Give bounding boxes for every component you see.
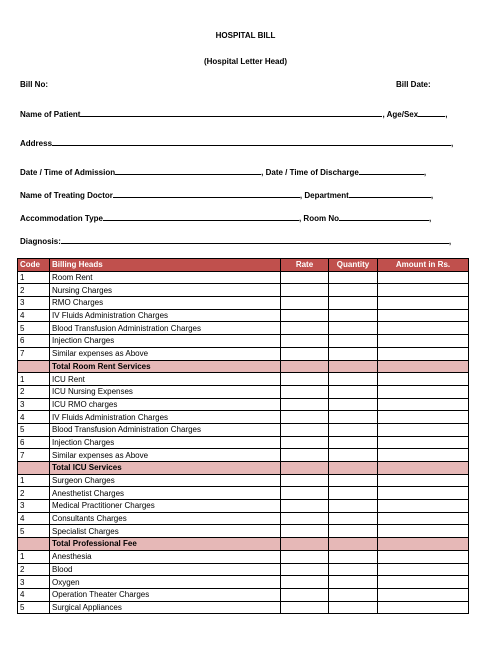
- row-amount-cell[interactable]: [378, 411, 469, 424]
- row-code: 1: [18, 271, 50, 284]
- room-no-line: [339, 213, 429, 221]
- row-rate-cell[interactable]: [281, 373, 329, 386]
- row-code: 1: [18, 373, 50, 386]
- table-row: [18, 322, 469, 335]
- row-amount-cell[interactable]: [378, 322, 469, 335]
- table-row: [18, 436, 469, 449]
- row-billing-head: Anesthesia: [50, 550, 281, 563]
- bill-no-label: Bill No:: [20, 80, 48, 89]
- row-code: 4: [18, 588, 50, 601]
- table-row: [18, 500, 469, 513]
- billing-table: [17, 258, 469, 614]
- accommodation-field[interactable]: Accommodation Type , Room No ,: [20, 214, 432, 223]
- row-rate-cell[interactable]: [281, 271, 329, 284]
- discharge-label: , Date / Time of Discharge: [261, 168, 359, 177]
- doctor-label: Name of Treating Doctor: [20, 191, 113, 200]
- table-total-row: [18, 538, 469, 551]
- row-rate-cell[interactable]: [281, 563, 329, 576]
- row-rate-cell[interactable]: [281, 309, 329, 322]
- row-quantity-cell[interactable]: [329, 373, 378, 386]
- row-billing-head: Consultants Charges: [50, 512, 281, 525]
- row-billing-head: IV Fluids Administration Charges: [50, 309, 281, 322]
- row-amount-cell[interactable]: [378, 423, 469, 436]
- row-code: 5: [18, 525, 50, 538]
- table-row: [18, 601, 469, 614]
- row-rate-cell[interactable]: [281, 297, 329, 310]
- row-rate-cell[interactable]: [281, 398, 329, 411]
- table-total-row: [18, 360, 469, 373]
- row-billing-head: Total ICU Services: [50, 462, 281, 475]
- table-row: [18, 550, 469, 563]
- table-row: [18, 563, 469, 576]
- table-row: [18, 335, 469, 348]
- row-amount-cell[interactable]: [378, 576, 469, 589]
- address-line: [52, 138, 451, 146]
- col-code-header: Code: [18, 259, 50, 272]
- accommodation-line: [103, 213, 299, 221]
- row-amount-cell[interactable]: [378, 588, 469, 601]
- patient-name-field[interactable]: Name of Patient , Age/Sex ,: [20, 110, 448, 119]
- department-line: [349, 190, 431, 198]
- row-amount-cell[interactable]: [378, 436, 469, 449]
- row-quantity-cell[interactable]: [329, 322, 378, 335]
- row-code: 5: [18, 423, 50, 436]
- row-billing-head: Anesthetist Charges: [50, 487, 281, 500]
- table-row: [18, 411, 469, 424]
- row-billing-head: ICU Rent: [50, 373, 281, 386]
- row-code: 3: [18, 297, 50, 310]
- row-code: 7: [18, 347, 50, 360]
- row-code: 3: [18, 576, 50, 589]
- row-quantity-cell[interactable]: [329, 500, 378, 513]
- row-rate-cell[interactable]: [281, 588, 329, 601]
- row-billing-head: Operation Theater Charges: [50, 588, 281, 601]
- table-row: [18, 449, 469, 462]
- page-title: HOSPITAL BILL: [215, 31, 276, 40]
- bill-date-label: Bill Date:: [396, 80, 431, 89]
- diagnosis-label: Diagnosis:: [20, 237, 61, 246]
- discharge-line: [359, 167, 424, 175]
- row-quantity-cell[interactable]: [329, 423, 378, 436]
- row-billing-head: Blood Transfusion Administration Charges: [50, 322, 281, 335]
- row-rate-cell[interactable]: [281, 538, 329, 551]
- row-code: 2: [18, 284, 50, 297]
- row-quantity-cell[interactable]: [329, 563, 378, 576]
- row-billing-head: Injection Charges: [50, 436, 281, 449]
- row-quantity-cell[interactable]: [329, 335, 378, 348]
- row-amount-cell[interactable]: [378, 500, 469, 513]
- row-quantity-cell[interactable]: [329, 449, 378, 462]
- row-billing-head: Nursing Charges: [50, 284, 281, 297]
- row-rate-cell[interactable]: [281, 347, 329, 360]
- col-amount-header: Amount in Rs.: [378, 259, 469, 272]
- bill-no-field[interactable]: [20, 80, 48, 89]
- row-code: 4: [18, 411, 50, 424]
- row-amount-cell[interactable]: [378, 309, 469, 322]
- row-rate-cell[interactable]: [281, 500, 329, 513]
- row-quantity-cell[interactable]: [329, 436, 378, 449]
- row-rate-cell[interactable]: [281, 462, 329, 475]
- row-code: [18, 462, 50, 475]
- row-rate-cell[interactable]: [281, 385, 329, 398]
- row-amount-cell[interactable]: [378, 601, 469, 614]
- address-field[interactable]: Address ,: [20, 139, 454, 148]
- row-amount-cell[interactable]: [378, 449, 469, 462]
- row-quantity-cell[interactable]: [329, 411, 378, 424]
- row-billing-head: Similar expenses as Above: [50, 347, 281, 360]
- row-rate-cell[interactable]: [281, 474, 329, 487]
- row-rate-cell[interactable]: [281, 436, 329, 449]
- row-rate-cell[interactable]: [281, 423, 329, 436]
- table-row: [18, 576, 469, 589]
- row-billing-head: Blood Transfusion Administration Charges: [50, 423, 281, 436]
- row-rate-cell[interactable]: [281, 601, 329, 614]
- row-billing-head: Total Professional Fee: [50, 538, 281, 551]
- diagnosis-line: [61, 236, 449, 244]
- table-row: [18, 525, 469, 538]
- row-billing-head: ICU RMO charges: [50, 398, 281, 411]
- row-quantity-cell[interactable]: [329, 297, 378, 310]
- row-amount-cell[interactable]: [378, 512, 469, 525]
- row-rate-cell[interactable]: [281, 284, 329, 297]
- row-code: [18, 538, 50, 551]
- billing-table-body: [18, 271, 469, 614]
- row-amount-cell[interactable]: [378, 550, 469, 563]
- admission-line: [115, 167, 261, 175]
- col-quantity-header: Quantity: [329, 259, 378, 272]
- row-amount-cell[interactable]: [378, 373, 469, 386]
- row-rate-cell[interactable]: [281, 487, 329, 500]
- address-label: Address: [20, 139, 53, 148]
- row-code: 5: [18, 601, 50, 614]
- accommodation-label: Accommodation Type: [20, 214, 103, 223]
- table-row: [18, 588, 469, 601]
- row-quantity-cell[interactable]: [329, 398, 378, 411]
- row-rate-cell[interactable]: [281, 525, 329, 538]
- row-billing-head: Surgical Appliances: [50, 601, 281, 614]
- row-billing-head: Blood: [50, 563, 281, 576]
- row-quantity-cell[interactable]: [329, 271, 378, 284]
- row-rate-cell[interactable]: [281, 411, 329, 424]
- row-code: 2: [18, 487, 50, 500]
- row-quantity-cell[interactable]: [329, 385, 378, 398]
- row-billing-head: Total Room Rent Services: [50, 360, 281, 373]
- row-amount-cell[interactable]: [378, 487, 469, 500]
- table-row: [18, 284, 469, 297]
- row-amount-cell[interactable]: [378, 538, 469, 551]
- row-quantity-cell[interactable]: [329, 347, 378, 360]
- room-no-label: , Room No: [298, 214, 339, 223]
- row-billing-head: RMO Charges: [50, 297, 281, 310]
- row-code: 2: [18, 563, 50, 576]
- row-amount-cell[interactable]: [378, 271, 469, 284]
- table-row: [18, 512, 469, 525]
- row-quantity-cell[interactable]: [329, 588, 378, 601]
- table-row: [18, 373, 469, 386]
- age-sex-label: , Age/Sex: [382, 110, 419, 119]
- row-rate-cell[interactable]: [281, 335, 329, 348]
- row-amount-cell[interactable]: [378, 385, 469, 398]
- table-row: [18, 423, 469, 436]
- row-quantity-cell[interactable]: [329, 462, 378, 475]
- table-row: [18, 309, 469, 322]
- row-billing-head: Medical Practitioner Charges: [50, 500, 281, 513]
- row-amount-cell[interactable]: [378, 284, 469, 297]
- row-code: 1: [18, 550, 50, 563]
- row-rate-cell[interactable]: [281, 550, 329, 563]
- table-total-row: [18, 462, 469, 475]
- doctor-line: [113, 190, 300, 198]
- age-sex-line: [418, 109, 445, 117]
- table-header-row: [18, 259, 469, 272]
- row-billing-head: ICU Nursing Expenses: [50, 385, 281, 398]
- row-rate-cell[interactable]: [281, 360, 329, 373]
- table-row: [18, 487, 469, 500]
- row-code: 6: [18, 335, 50, 348]
- row-quantity-cell[interactable]: [329, 512, 378, 525]
- row-quantity-cell[interactable]: [329, 487, 378, 500]
- row-code: 2: [18, 385, 50, 398]
- row-quantity-cell[interactable]: [329, 474, 378, 487]
- admission-label: Date / Time of Admission: [20, 168, 116, 177]
- row-amount-cell[interactable]: [378, 462, 469, 475]
- row-code: 4: [18, 309, 50, 322]
- row-amount-cell[interactable]: [378, 335, 469, 348]
- row-amount-cell[interactable]: [378, 474, 469, 487]
- row-amount-cell[interactable]: [378, 297, 469, 310]
- patient-name-label: Name of Patient: [20, 110, 81, 119]
- row-billing-head: Specialist Charges: [50, 525, 281, 538]
- row-quantity-cell[interactable]: [329, 576, 378, 589]
- row-billing-head: IV Fluids Administration Charges: [50, 411, 281, 424]
- diagnosis-field[interactable]: Diagnosis: ,: [20, 237, 452, 246]
- patient-name-line: [80, 109, 382, 117]
- row-code: 7: [18, 449, 50, 462]
- row-billing-head: Surgeon Charges: [50, 474, 281, 487]
- department-label: , Department: [299, 191, 349, 200]
- row-amount-cell[interactable]: [378, 563, 469, 576]
- table-row: [18, 385, 469, 398]
- row-code: 3: [18, 398, 50, 411]
- bill-date-field[interactable]: [396, 80, 431, 89]
- doctor-field[interactable]: Name of Treating Doctor , Department ,: [20, 191, 434, 200]
- row-code: 5: [18, 322, 50, 335]
- row-quantity-cell[interactable]: [329, 284, 378, 297]
- page-subtitle: (Hospital Letter Head): [203, 57, 288, 66]
- row-code: 3: [18, 500, 50, 513]
- table-row: [18, 347, 469, 360]
- col-rate-header: Rate: [281, 259, 329, 272]
- row-rate-cell[interactable]: [281, 449, 329, 462]
- row-billing-head: Oxygen: [50, 576, 281, 589]
- row-amount-cell[interactable]: [378, 360, 469, 373]
- row-code: 1: [18, 474, 50, 487]
- row-quantity-cell[interactable]: [329, 309, 378, 322]
- row-billing-head: Similar expenses as Above: [50, 449, 281, 462]
- row-quantity-cell[interactable]: [329, 360, 378, 373]
- col-billing-heads-header: Billing Heads: [50, 259, 281, 272]
- row-amount-cell[interactable]: [378, 525, 469, 538]
- row-quantity-cell[interactable]: [329, 525, 378, 538]
- row-quantity-cell[interactable]: [329, 538, 378, 551]
- row-billing-head: Injection Charges: [50, 335, 281, 348]
- row-rate-cell[interactable]: [281, 576, 329, 589]
- table-row: [18, 271, 469, 284]
- row-quantity-cell[interactable]: [329, 550, 378, 563]
- table-row: [18, 297, 469, 310]
- row-amount-cell[interactable]: [378, 347, 469, 360]
- row-amount-cell[interactable]: [378, 398, 469, 411]
- table-row: [18, 398, 469, 411]
- row-code: [18, 360, 50, 373]
- row-rate-cell[interactable]: [281, 512, 329, 525]
- row-billing-head: Room Rent: [50, 271, 281, 284]
- row-code: 6: [18, 436, 50, 449]
- admission-field[interactable]: Date / Time of Admission , Date / Time of Discharge ,: [20, 168, 427, 177]
- row-code: 4: [18, 512, 50, 525]
- table-row: [18, 474, 469, 487]
- row-rate-cell[interactable]: [281, 322, 329, 335]
- row-quantity-cell[interactable]: [329, 601, 378, 614]
